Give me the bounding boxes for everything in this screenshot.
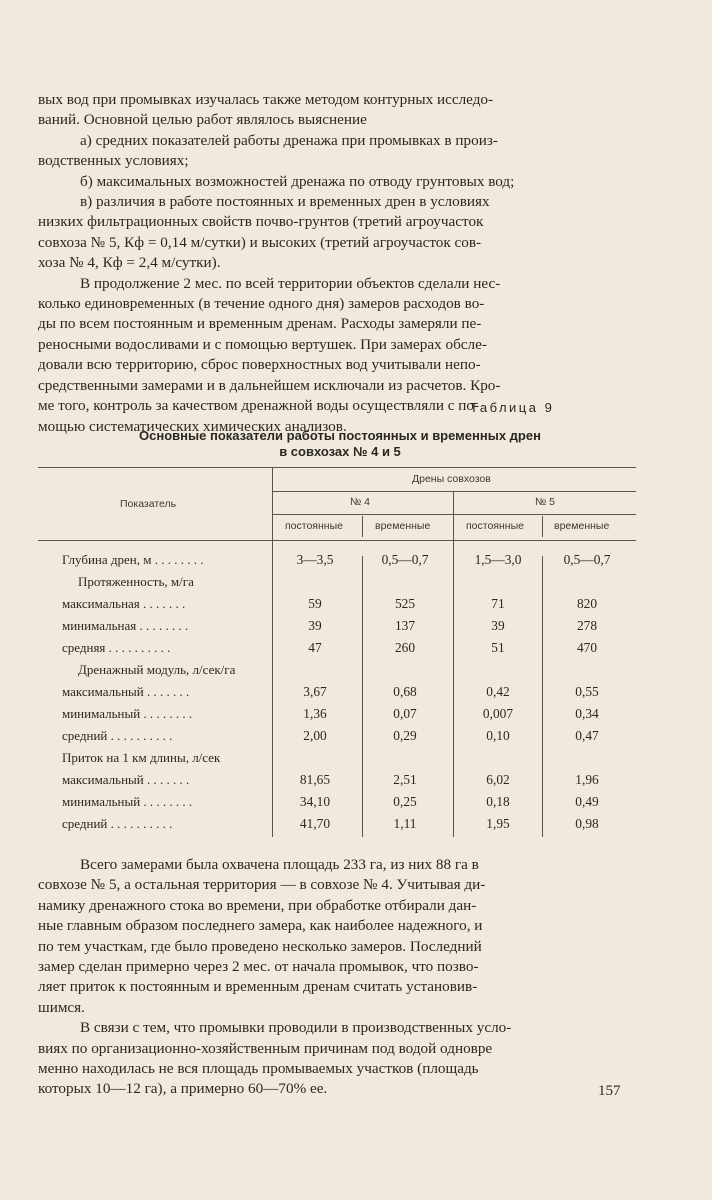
row-label: минимальный . . . . . . . . [62,794,193,809]
paragraph-conclusion [38,855,634,1100]
table-cell: 0,49 [575,794,599,809]
table-col-rule [542,556,543,837]
table-cell: 0,07 [393,706,417,721]
header-permanent: постоянные [466,520,524,532]
table-cell: 137 [394,618,416,633]
table-cell: 1,36 [303,706,327,721]
table-cell: 525 [394,596,416,611]
table-cell: 2,00 [303,728,327,743]
table-cell: 39 [308,618,322,633]
page-number: 157 [598,1083,621,1099]
table-cell: 0,007 [482,706,514,721]
text-line: хоза № 4, Кф = 2,4 м/сутки). [38,254,221,272]
row-label: максимальный . . . . . . . [62,684,190,699]
header-temporary: временные [375,520,431,532]
table-cell: 2,51 [393,772,417,787]
row-label: средняя . . . . . . . . . . [62,640,171,655]
table-cell: 1,95 [486,816,510,831]
text-line: ваний. Основной целью работ являлось выяснение [38,111,367,129]
text-line: вых вод при промывках изучалась также методом контурных исследо- [38,91,494,108]
text-line: колько единовременных (в течение одного дня) замеров расходов во- [38,295,485,313]
text-line: намику дренажного стока во времени, при обработке отбирали дан- [38,896,477,914]
header-sovkhoz-5: № 5 [535,496,556,508]
table-caption-line: Основные показатели работы постоянных и временных дрен [139,428,541,443]
table-cell: 81,65 [299,772,331,787]
text-line: мощью систематических химических анализов. [38,417,347,435]
table-cell: 0,25 [393,794,417,809]
table-cell: 0,68 [393,684,417,699]
table-label: Таблица 9 [470,400,555,415]
table-cell: 0,18 [486,794,510,809]
row-label: максимальная . . . . . . . [62,596,186,611]
table-top-rule [38,467,636,468]
table-header-rule [272,491,636,492]
table-cell: 0,5—0,7 [563,552,611,567]
row-label: минимальная . . . . . . . . [62,618,189,633]
table-caption [70,428,610,460]
header-indicator: Показатель [120,498,177,510]
table-cell: 6,02 [486,772,510,787]
table-cell: 260 [394,640,416,655]
table-cell: 0,34 [575,706,599,721]
text-line: замер сделан примерно через 2 мес. от начала промывок, что позво- [38,958,479,976]
table-cell: 0,29 [393,728,417,743]
table-cell: 470 [576,640,598,655]
text-line: низких фильтрационных свойств почво-грунтов (третий агроучасток [38,213,484,231]
text-line: которых 10—12 га), а примерно 60—70% ее. [38,1080,328,1098]
paragraph-intro [38,90,634,437]
text-line: реносными водосливами и с помощью вертушек. При замерах обсле- [38,335,487,353]
table-cell: 0,55 [575,684,599,699]
text-line: Всего замерами была охвачена площадь 233 га, из них 88 га в [80,856,479,873]
table-cell: 820 [576,596,598,611]
text-line: средственными замерами и в дальнейшем исключали из расчетов. Кро- [38,376,501,394]
table-cell: 41,70 [299,816,331,831]
table-caption-line: в совхозах № 4 и 5 [279,444,401,459]
text-line: В продолжение 2 мес. по всей территории объектов сделали нес- [80,274,501,292]
table-cell: 39 [491,618,505,633]
text-line: а) средних показателей работы дренажа при промывках в произ- [80,131,498,149]
row-label: максимальный . . . . . . . [62,772,190,787]
table-cell: 51 [491,640,505,655]
table-col-rule [362,516,363,537]
table-cell: 1,96 [575,772,599,787]
table-col-rule [542,516,543,537]
table-cell: 59 [308,596,322,611]
table-cell: 0,10 [486,728,510,743]
text-line: менно находилась не вся площадь промываемых участков (площадь [38,1060,479,1078]
table-cell: 71 [491,596,505,611]
table-cell: 0,5—0,7 [381,552,429,567]
text-line: ды по всем постоянным и временным дренам. Расходы замеряли пе- [38,315,482,333]
text-line: довали всю территорию, сброс поверхностных вод учитывали непо- [38,356,481,374]
text-line: совхоза № 5, Кф = 0,14 м/сутки) и высоких (третий агроучасток сов- [38,233,482,251]
table-cell: 1,5—3,0 [474,552,522,567]
header-temporary: временные [554,520,610,532]
table-header-rule [272,514,636,515]
text-line: б) максимальных возможностей дренажа по отводу грунтовых вод; [80,172,515,190]
row-group-label: Протяженность, м/га [78,574,194,589]
table-cell: 0,98 [575,816,599,831]
text-line: В связи с тем, что промывки проводили в производственных усло- [80,1019,512,1037]
text-line: водственных условиях; [38,152,189,170]
row-label: минимальный . . . . . . . . [62,706,193,721]
table-cell: 47 [308,640,322,655]
row-group-label: Дренажный модуль, л/сек/га [78,662,236,677]
table-col-rule [272,467,273,837]
text-line: в) различия в работе постоянных и временных дрен в условиях [80,193,490,211]
text-line: совхозе № 5, а остальная территория — в совхозе № 4. Учитывая ди- [38,876,486,894]
table-col-rule [453,491,454,837]
text-line: ме того, контроль за качеством дренажной воды осуществляли с по- [38,397,480,415]
text-line: по тем участкам, где было проведено несколько замеров. Последний [38,937,482,955]
table-cell: 3—3,5 [296,552,334,567]
header-sovkhoz-4: № 4 [350,496,371,508]
text-line: ляет приток к постоянным и временным дренам считать установив- [38,978,478,996]
row-label: средний . . . . . . . . . . [62,816,173,831]
text-line: шимся. [38,998,85,1016]
row-label: средний . . . . . . . . . . [62,728,173,743]
table-cell: 0,47 [575,728,599,743]
text-line: виях по организационно-хозяйственным причинам под водой одновре [38,1039,493,1057]
table-cell: 1,11 [393,816,417,831]
table-cell: 3,67 [303,684,327,699]
table-head-bottom-rule [38,540,636,541]
table-cell: 278 [576,618,598,633]
row-label: Глубина дрен, м . . . . . . . . [62,552,204,567]
header-permanent: постоянные [285,520,343,532]
text-line: ные главным образом последнего замера, как наиболее надежного, и [38,917,483,935]
table-cell: 34,10 [299,794,331,809]
table-cell: 0,42 [486,684,510,699]
row-group-label: Приток на 1 км длины, л/сек [62,750,221,765]
header-drains: Дрены совхозов [412,473,491,485]
table-col-rule [362,556,363,837]
